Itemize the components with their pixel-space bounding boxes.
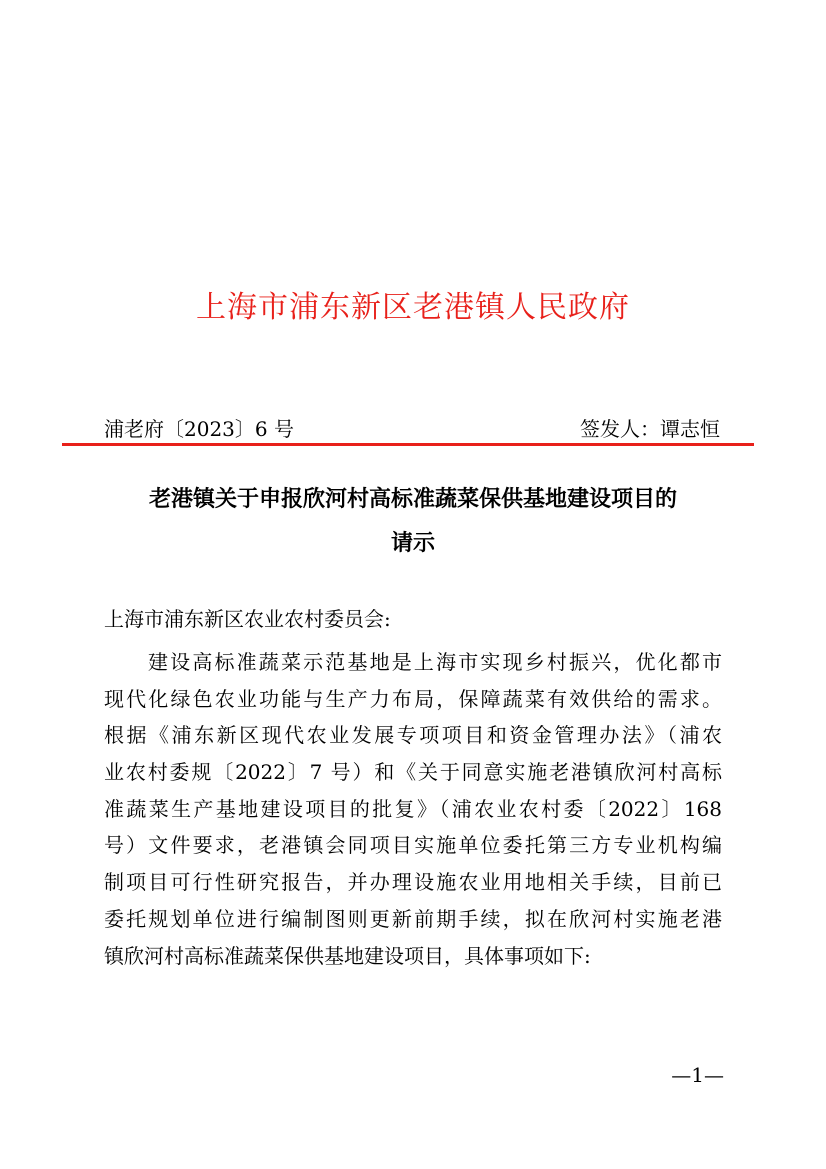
body-line: 制项目可行性研究报告，并办理设施农业用地相关手续，目前已 xyxy=(104,870,722,895)
body-line: 委托规划单位进行编制图则更新前期手续，拟在欣河村实施老港 xyxy=(104,906,722,931)
body-line: 根据《浦东新区现代农业发展专项项目和资金管理办法》（浦农 xyxy=(104,723,722,748)
body-line: 现代化绿色农业功能与生产力布局，保障蔬菜有效供给的需求。 xyxy=(104,686,722,711)
body-line: 号）文件要求，老港镇会同项目实施单位委托第三方专业机构编 xyxy=(104,833,722,858)
issuing-authority-title: 上海市浦东新区老港镇人民政府 xyxy=(196,290,630,325)
page-number: —1— xyxy=(671,1063,724,1087)
red-header-divider xyxy=(62,443,754,446)
document-title xyxy=(0,478,826,566)
body-line: 业农村委规〔2022〕7 号）和《关于同意实施老港镇欣河村高标 xyxy=(104,760,722,785)
document-meta-row xyxy=(104,414,720,444)
body-paragraph xyxy=(104,644,722,974)
document-title-line: 请示 xyxy=(390,531,435,556)
recipient: 上海市浦东新区农业农村委员会: xyxy=(104,607,391,631)
body-line: 准蔬菜生产基地建设项目的批复》（浦农业农村委〔2022〕168 xyxy=(104,796,722,821)
document-title-line: 老港镇关于申报欣河村高标准蔬菜保供基地建设项目的 xyxy=(148,487,677,512)
signer: 签发人：谭志恒 xyxy=(580,417,720,441)
body-line: 镇欣河村高标准蔬菜保供基地建设项目，具体事项如下: xyxy=(104,943,591,968)
body-line: 建设高标准蔬菜示范基地是上海市实现乡村振兴，优化都市 xyxy=(148,650,722,674)
document-number: 浦老府〔2023〕6 号 xyxy=(104,417,294,441)
